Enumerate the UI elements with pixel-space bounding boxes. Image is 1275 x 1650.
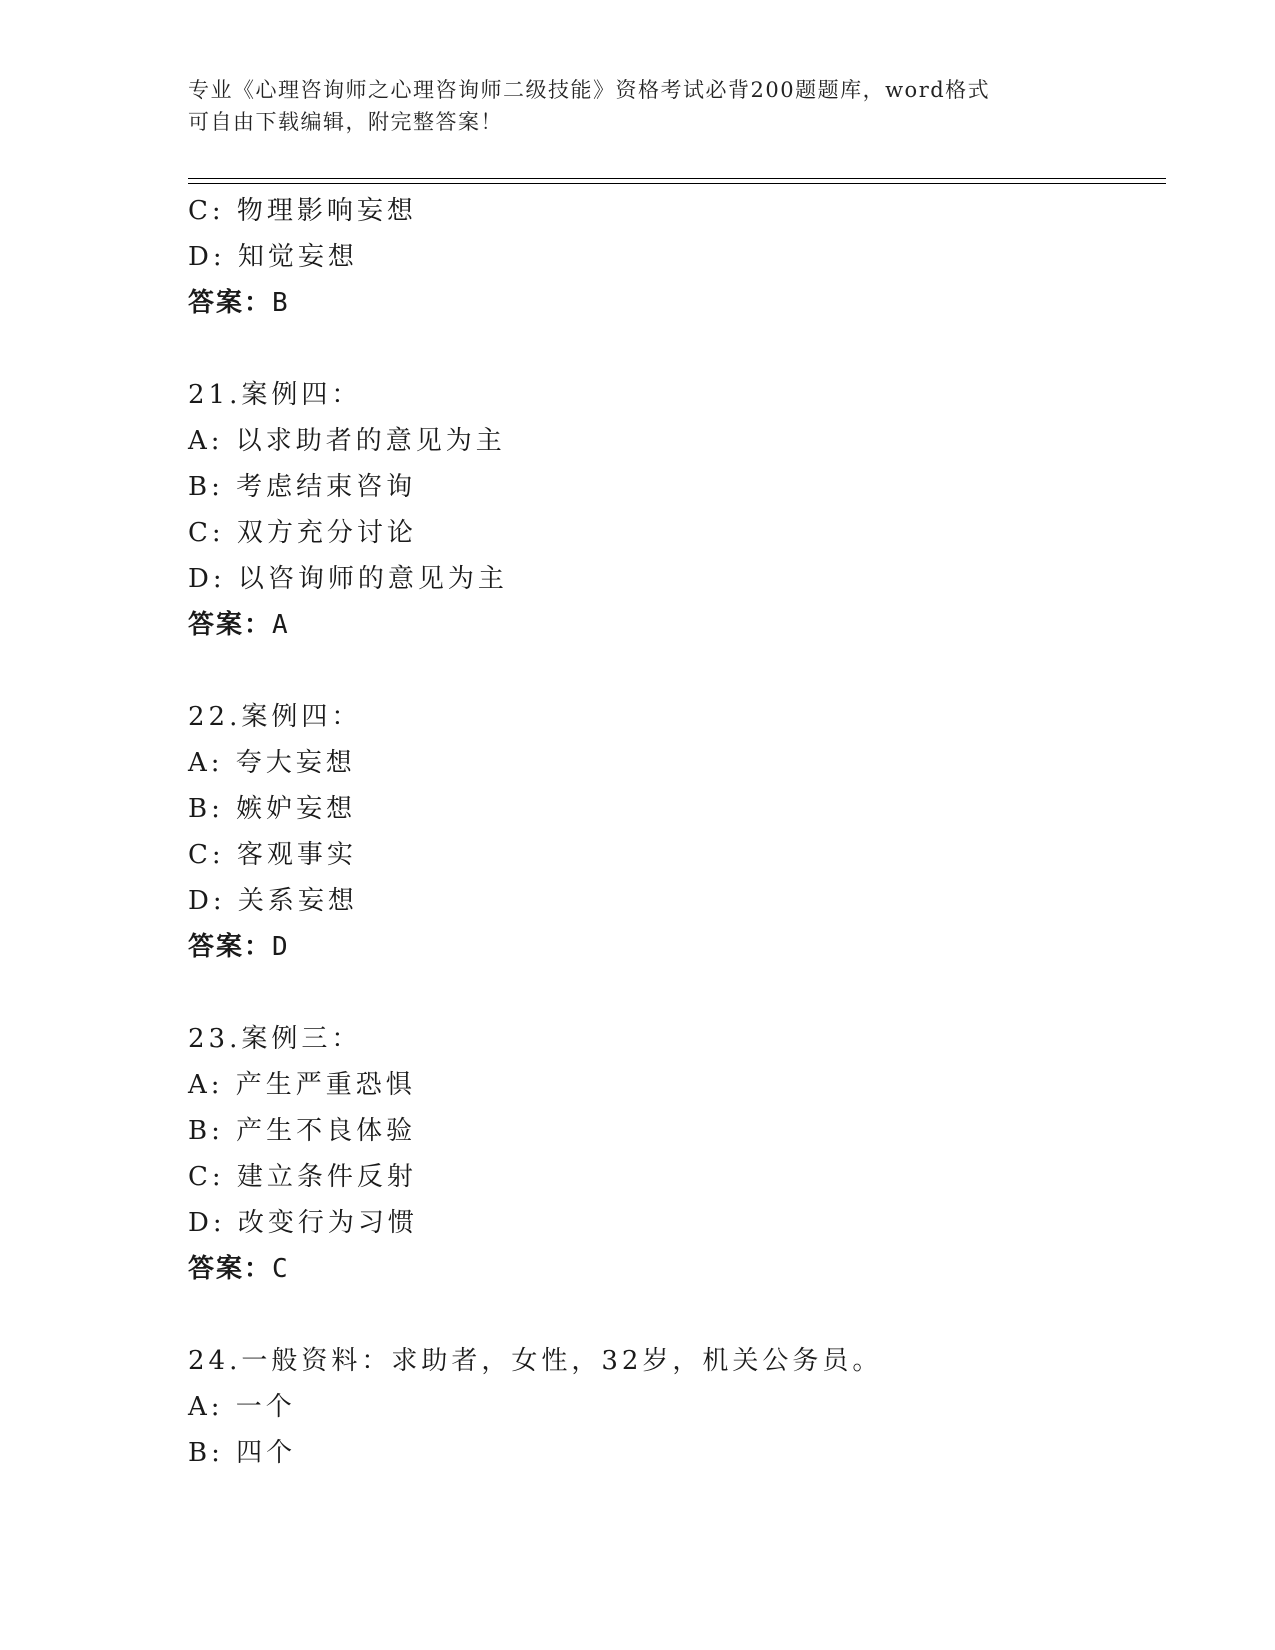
answer-value: B (272, 288, 290, 318)
question-list (188, 188, 1148, 1476)
answer-value: D (272, 932, 290, 962)
answer-label: 答案： (188, 932, 273, 962)
option-d: D: 改变行为习惯 (188, 1208, 418, 1238)
option-c: C: 客观事实 (188, 840, 357, 870)
option-d: D: 关系妄想 (188, 886, 358, 916)
question-stem: 22.案例四： (188, 702, 362, 732)
option-c: C: 物理影响妄想 (188, 196, 417, 226)
header-divider-top (188, 178, 1166, 179)
option-b: B: 考虑结束咨询 (188, 472, 417, 502)
option-a: A: 一个 (188, 1392, 296, 1422)
document-header (188, 74, 1088, 138)
answer-label: 答案： (188, 288, 273, 318)
header-divider-bottom (188, 183, 1166, 184)
header-line-1: 专业《心理咨询师之心理咨询师二级技能》资格考试必背200题题库，word格式 (188, 78, 991, 102)
question-stem: 21.案例四： (188, 380, 362, 410)
spacer (188, 326, 1148, 372)
answer-value: A (272, 610, 290, 640)
answer-label: 答案： (188, 610, 273, 640)
answer-value: C (272, 1254, 290, 1284)
option-d: D: 以咨询师的意见为主 (188, 564, 508, 594)
question-stem: 23.案例三： (188, 1024, 362, 1054)
option-a: A: 产生严重恐惧 (188, 1070, 416, 1100)
option-b: B: 四个 (188, 1438, 297, 1468)
question-stem: 24.一般资料：求助者，女性，32岁，机关公务员。 (188, 1346, 883, 1376)
option-d: D: 知觉妄想 (188, 242, 358, 272)
answer-line (188, 280, 1148, 326)
option-b: B: 产生不良体验 (188, 1116, 417, 1146)
spacer (188, 970, 1148, 1016)
option-c: C: 双方充分讨论 (188, 518, 417, 548)
option-a: A: 夸大妄想 (188, 748, 356, 778)
option-b: B: 嫉妒妄想 (188, 794, 357, 824)
answer-line (188, 924, 1148, 970)
answer-label: 答案： (188, 1254, 273, 1284)
option-a: A: 以求助者的意见为主 (188, 426, 506, 456)
header-line-2: 可自由下载编辑，附完整答案！ (188, 110, 503, 134)
option-c: C: 建立条件反射 (188, 1162, 417, 1192)
spacer (188, 648, 1148, 694)
spacer (188, 1292, 1148, 1338)
answer-line (188, 602, 1148, 648)
answer-line (188, 1246, 1148, 1292)
